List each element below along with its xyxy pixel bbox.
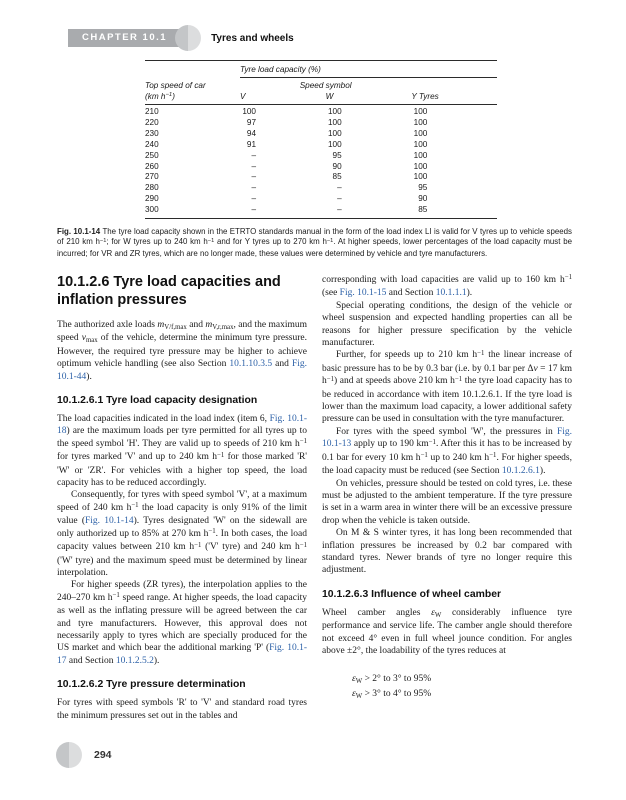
cross-reference-link[interactable]: Fig. 10.1-44 (57, 359, 308, 382)
table-group-header-row (145, 61, 497, 78)
table-cell: 210 (145, 107, 159, 116)
running-title: Tyres and wheels (211, 32, 294, 44)
table-cell: 91 (246, 139, 256, 149)
table-cell: 260 (145, 161, 159, 171)
table-cell: – (251, 161, 256, 171)
table-cell: 100 (413, 172, 428, 182)
page-header (68, 25, 294, 51)
table-cell: 90 (332, 161, 342, 171)
table-cell: 100 (413, 128, 428, 138)
section-heading: 10.1.2.6 Tyre load capacities and inflation pressures (57, 274, 281, 308)
paragraph: corresponding with load capacities are valid up to 160 km $h^{-1}$ (see Fig. 10.1-15 and Section 10.1.1.1). (322, 274, 572, 299)
column-header-y-tyres: Y Tyres (411, 91, 497, 105)
table-cell: 100 (327, 139, 342, 149)
cross-reference-link[interactable]: Fig. 10.1-18 (57, 414, 307, 437)
table-row (145, 118, 497, 129)
table-cell: 100 (413, 161, 428, 171)
table-row (145, 172, 497, 183)
table-cell: 220 (145, 117, 159, 127)
table-cell: 95 (332, 150, 342, 160)
paragraph: On M & S winter tyres, it has long been recommended that inflation pressures be increased by 0.2 bar compared with standard tyres. Newer brands of tyre no longer require this adjustment. (322, 528, 572, 576)
cross-reference-link[interactable]: Fig. 10.1-17 (57, 643, 307, 666)
subsection-heading: 10.1.2.6.1 Tyre load capacity designation (57, 395, 258, 407)
chapter-banner: CHAPTER 10.1 (68, 29, 179, 47)
table-cell: – (337, 194, 342, 204)
paragraph: Special operating conditions, the design of the vehicle or wheel suspension and expected handling properties can all be reasons for higher pressure specification by the vehicle manufacturer. (322, 300, 572, 349)
page-footer (60, 742, 112, 768)
subsection-heading: 10.1.2.6.3 Influence of wheel camber (322, 588, 502, 600)
column-header-line1: Top speed of car (145, 80, 206, 90)
table-cell: – (240, 205, 326, 218)
subsection-heading: 10.1.2.6.2 Tyre pressure determination (57, 679, 246, 691)
table-cell: 280 (145, 183, 159, 193)
cross-reference-link[interactable]: 10.1.2.6.1 (501, 466, 540, 477)
table-row (145, 140, 497, 151)
table-cell: 290 (145, 194, 159, 204)
paragraph: For tyres with speed symbols 'R' to 'V' and standard road tyres the minimum pressures set out in the tables and (57, 698, 307, 721)
table-cell: 100 (327, 107, 342, 116)
column-header-line2: (km $h^{-1}$) (145, 91, 175, 101)
table-cell: 100 (242, 107, 256, 116)
table-cell: 100 (413, 150, 428, 160)
table-row (145, 162, 497, 173)
cross-reference-link[interactable]: Fig. 10.1-14 (84, 516, 134, 527)
column-header-speed-symbol: Speed symbol (299, 81, 352, 90)
paragraph: For tyres with the speed symbol 'W', the pressures in Fig. 10.1-13 apply up to 190 $km^{-1}$. After this it has to be increased by 0.1 bar for every 10 km $h^{-1}$ up to 240 km $h^{-1}$. For higher speeds, the load capacity must be reduced (see Section 10.1.2.6.1). (322, 426, 572, 477)
table-cell-empty (411, 78, 497, 92)
table-cell: 230 (145, 128, 159, 138)
cross-reference-link[interactable]: 10.1.10.3.5 (229, 359, 273, 370)
table-cell: – (251, 150, 256, 160)
table-header-row-1 (145, 78, 497, 92)
paragraph: The load capacities indicated in the load index (item 6, Fig. 10.1-18) are the maximum loads per tyre permitted for all tyres up to the speed symbol 'H'. They are valid up to speeds of 210 km $h^{-1}$ for tyres marked 'V' and up to 240 km $h^{-1}$ for those marked 'R' 'W' or 'ZR'. For vehicles with a higher top speed, the load capacity has to be reduced accordingly. (57, 414, 307, 489)
column-header-top-speed (145, 78, 240, 105)
table-cell: 240 (145, 139, 159, 149)
table-group-header: Tyre load capacity (%) (240, 61, 497, 78)
table-cell: 300 (145, 205, 240, 218)
tyre-load-capacity-table (145, 60, 497, 219)
paragraph: Further, for speeds up to 210 km $h^{-1}$ the linear increase of basic pressure has to be by 0.3 bar (i.e. by 0.1 bar per Δv = 17 km $h^{-1}$) and at speeds above 210 km $h^{-1}$ the tyre load capacity has to be reduced in accordance with item 10.1.2.6.1. If the tyre load is lower than the maximum load capacity, a lower additional safety pressure can be used in consultation with the tyre manufacturer. (322, 349, 572, 425)
page-number: 294 (94, 749, 112, 761)
table-cell: – (251, 183, 256, 193)
table-cell: 100 (413, 107, 428, 116)
table-row (145, 194, 497, 205)
column-header-v: V (240, 91, 326, 105)
equation-line: εW > 2° to 3° to 95% (352, 674, 432, 686)
chapter-ornament-icon (175, 25, 201, 51)
table-cell: – (251, 194, 256, 204)
table-row (145, 105, 497, 118)
table-cell: – (326, 205, 412, 218)
table-cell: 95 (418, 183, 428, 193)
cross-reference-link[interactable]: 10.1.2.5.2 (115, 655, 154, 666)
table-cell: 90 (418, 194, 428, 204)
cross-reference-link[interactable]: Fig. 10.1-13 (322, 426, 572, 450)
table-cell: 85 (332, 172, 342, 182)
cross-reference-link[interactable]: 10.1.1.1 (435, 288, 467, 299)
table-cell: 100 (413, 117, 428, 127)
footer-ornament-icon (56, 742, 82, 768)
left-text-column (57, 274, 307, 722)
table-cell: 100 (413, 139, 428, 149)
table-row (145, 183, 497, 194)
figure-caption: Fig. 10.1-14 The tyre load capacity shown in the ETRTO standards manual in the form of the load index LI is valid for V tyres up to vehicle speeds of 210 km $h^{-1}$; for W tyres up to 240 km $h^{-1}$ and for Y tyres up to 270 km $h^{-1}$. At higher speeds, lower percentages of the load capacity must be incurred; for VR and ZR tyres, which are no longer made, these values were determined by vehicle and tyre manufacturers. (57, 227, 572, 258)
table-cell: 85 (411, 205, 497, 218)
cross-reference-link[interactable]: Fig. 10.1-15 (339, 288, 387, 299)
paragraph: For higher speeds (ZR tyres), the interpolation applies to the 240–270 km $h^{-1}$ speed range. At higher speeds, the load capacity as well as the inflating pressure will be agreed between the car and tyre manufacturers. However, this approval does not necessarily apply to tyres which are specially produced for the US market and which bear the additional marking 'P' (Fig. 10.1-17 and Section 10.1.2.5.2). (57, 580, 308, 666)
table-cell: 97 (246, 117, 256, 127)
table-row (145, 205, 497, 218)
paragraph: The authorized axle loads mV/f,max and mV,r,max, and the maximum speed vmax of the vehicle, determine the minimum tyre pressure. However, the required tyre pressure may be higher to achieve optimum vehicle handling (see also Section 10.1.10.3.5 and Fig. 10.1-44). (57, 320, 308, 382)
paragraph: Consequently, for tyres with speed symbol 'V', at a maximum speed of 240 km $h^{-1}$ the load capacity is only 91% of the limit value (Fig. 10.1-14). Tyres designated 'W' on the sidewall are only authorized up to 85% at 270 km $h^{-1}$. In both cases, the load capacity values between 210 km $h^{-1}$ ('V' tyre) and 240 km $h^{-1}$ ('W' tyre) and the maximum speed must be determined by linear interpolation. (57, 490, 308, 578)
table-cell: – (251, 172, 256, 182)
table-row (145, 129, 497, 140)
table-cell: 100 (327, 117, 342, 127)
column-header-w: W (326, 91, 412, 105)
table-row (145, 151, 497, 162)
right-text-column (322, 274, 572, 702)
paragraph: On vehicles, pressure should be tested on cold tyres, i.e. these must be adjusted to the ambient temperature. If the tyre pressure is set in a warm area in winter there will be an excessive pressure drop when the vehicle is taken outside. (322, 478, 572, 526)
paragraph: Wheel camber angles εW considerably influence tyre performance and service life. The camber angle should therefore not exceed 4° even in full wheel jounce condition. For angles above ±2°, the loadability of the tyres reduces at (322, 607, 572, 656)
data-table (145, 60, 497, 219)
table-cell: – (337, 183, 342, 193)
equation-line: εW > 3° to 4° to 95% (352, 689, 432, 701)
table-cell: 250 (145, 150, 159, 160)
camber-loadability-equations (322, 672, 572, 702)
table-cell: 94 (246, 128, 256, 138)
table-cell-empty (145, 61, 240, 78)
table-cell: 270 (145, 172, 159, 182)
table-cell: 100 (327, 128, 342, 138)
